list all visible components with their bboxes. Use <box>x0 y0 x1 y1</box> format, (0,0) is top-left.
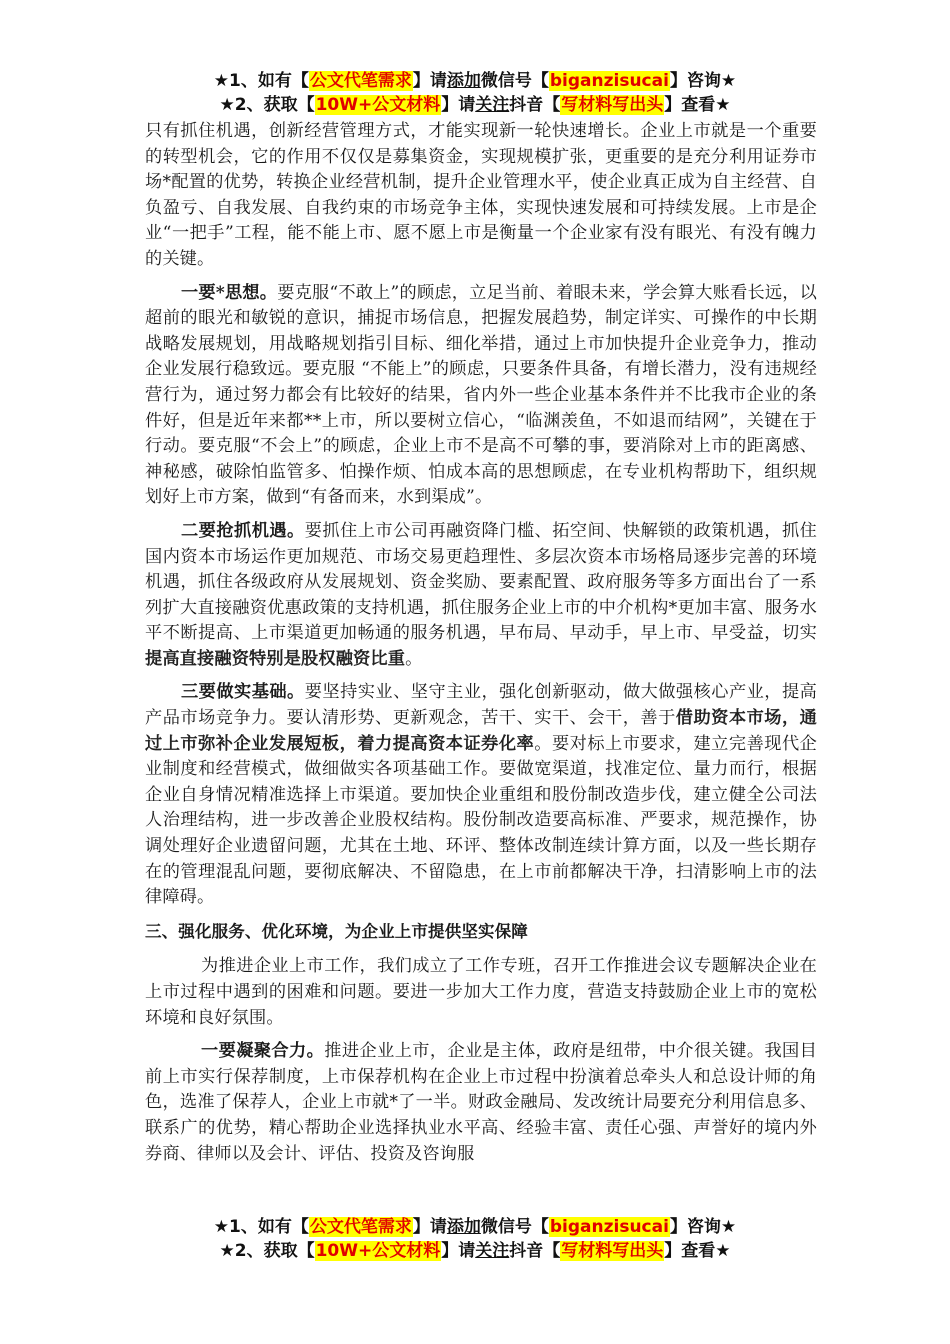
promo-text: ★2、获取【 <box>219 1241 315 1261</box>
paragraph-intro: 只有抓住机遇，创新经营管理方式，才能实现新一轮快速增长。企业上市就是一个重要的转型机会，它的作用不仅仅是募集资金，实现规模扩张，更重要的是充分利用证券市场*配置的优势，转换企业经营机制，提升企业管理水平，使企业真正成为自主经营、自负盈亏、自我发展、自我约束的市场竞争主体，实现快速发展和可持续发展。上市是企业“一把手”工程，能不能上市、愿不愿上市是衡量一个企业家有没有眼光、有没有魄力的关键。 <box>145 121 817 269</box>
paragraph-foundation <box>145 680 817 910</box>
promo-banner-top <box>0 70 950 118</box>
document-body <box>145 119 817 1175</box>
promo-text: 】请 <box>412 71 447 91</box>
promo-text: 】请 <box>412 1217 447 1237</box>
promo-text: 】咨询★ <box>669 1217 737 1237</box>
paragraph-text: 。要对标上市要求，建立完善现代企业制度和经营模式，做细做实各项基础工作。要做宽渠道，找准定位、量力而行，根据企业自身情况精准选择上市渠道。要加快企业重组和股份制改造步伐，建立健全公司法人治理结构，进一步改善企业股权结构。股份制改造要高标准、严要求，规范操作，协调处理好企业遗留问题，尤其在土地、环评、整体改制连续计算方面，以及一些长期存在的管理混乱问题，要彻底解决、不留隐患，在上市前都解决干净，扫清影响上市的法律障碍。 <box>145 733 817 908</box>
promo-wechat-id: biganzisucai <box>549 71 669 91</box>
promo-underlined: 关注 <box>475 95 510 115</box>
promo-text: 抖音【 <box>509 1241 561 1261</box>
paragraph-opportunity <box>145 519 817 673</box>
promo-underlined: 添加 <box>446 1217 481 1237</box>
promo-douyin-id: 写材料写出头 <box>561 1241 664 1261</box>
promo-text: 】请 <box>441 95 476 115</box>
section-heading: 三、强化服务、优化环境，为企业上市提供坚实保障 <box>145 921 528 941</box>
paragraph-text: 要坚持实业、坚守主业，强化创新驱动，做大做强核心产业，提高产品市场竞争力。要认清形势、更新观念，苦干、实干、会干，善于 <box>145 682 817 729</box>
promo-underlined: 关注 <box>475 1241 510 1261</box>
promo-line-2 <box>0 94 950 118</box>
paragraph-lead: 一要凝聚合力。 <box>201 1041 325 1062</box>
paragraph-emphasis: 提高直接融资特别是股权融资比重 <box>145 648 406 669</box>
promo-wechat-id: biganzisucai <box>549 1217 669 1237</box>
paragraph-service: 为推进企业上市工作，我们成立了工作专班，召开工作推进会议专题解决企业在上市过程中遇到的困难和问题。要进一步加大工作力度，营造支持鼓励企业上市的宽松环境和良好氛围。 <box>145 956 817 1028</box>
paragraph-lead: 二要抢抓机遇。 <box>181 520 305 541</box>
promo-line-1 <box>0 70 950 94</box>
promo-highlight: 公文代笔需求 <box>309 1217 412 1237</box>
promo-text: 】咨询★ <box>669 71 737 91</box>
paragraph-synergy <box>145 1039 817 1167</box>
paragraph-lead: 三要做实基础。 <box>181 682 305 703</box>
paragraph-thought <box>145 281 817 511</box>
promo-text: ★1、如有【 <box>213 71 309 91</box>
promo-highlight: 公文代笔需求 <box>309 71 412 91</box>
paragraph-lead: 一要*思想。 <box>181 282 278 303</box>
promo-line-2 <box>0 1240 950 1264</box>
promo-text: ★1、如有【 <box>213 1217 309 1237</box>
promo-banner-bottom <box>0 1216 950 1264</box>
paragraph-emphasis: 借助资本市场，通过上市弥补企业发展短板，着力提高资本证券化率 <box>145 708 817 754</box>
paragraph-text: 要抓住上市公司再融资降门槛、拓空间、快解锁的政策机遇，抓住国内资本市场运作更加规范、市场交易更趋理性、多层次资本市场格局逐步完善的环境机遇，抓住各级政府从发展规划、资金奖励、要素配置、政府服务等多方面出台了一系列扩大直接融资优惠政策的支持机遇，抓住服务企业上市的中介机构*更加丰富、服务水平不断提高、上市渠道更加畅通的服务机遇，早布局、早动手，早上市、早受益，切实 <box>145 520 817 644</box>
promo-text: ★2、获取【 <box>219 95 315 115</box>
paragraph-text: 推进企业上市，企业是主体，政府是纽带，中介很关键。我国目前上市实行保荐制度，上市保荐机构在企业上市过程中扮演着总牵头人和总设计师的角色，选准了保荐人，企业上市就*了一半。财政金融局、发改统计局要充分利用信息多、联系广的优势，精心帮助企业选择执业水平高、经验丰富、责任心强、声誉好的境内外券商、律师以及会计、评估、投资及咨询服 <box>145 1041 818 1164</box>
paragraph-text: 。 <box>405 648 423 669</box>
promo-douyin-id: 写材料写出头 <box>561 95 664 115</box>
promo-highlight: 10W+公文材料 <box>315 95 441 115</box>
paragraph-text: 要克服“不敢上”的顾虑，立足当前、着眼未来，学会算大账看长远，以超前的眼光和敏锐的意识，捕捉市场信息，把握发展趋势，制定详实、可操作的中长期战略发展规划，用战略规划指引目标、细化举措，通过上市加快提升企业竞争力，推动企业发展行稳致远。要克服 “不能上”的顾虑，只要条件具备，有增长潜力，没有违规经营行为，通过努力都会有比较好的结果，省内外一些企业基本条件并不比我市企业的条件好，但是近年来都**上市，所以要树立信心，“临渊羡鱼，不如退而结网”，关键在于行动。要克服“不会上”的顾虑，企业上市不是高不可攀的事，要消除对上市的距离感、神秘感，破除怕监管多、怕操作烦、怕成本高的思想顾虑，在专业机构帮助下，组织规划好上市方案，做到“有备而来，水到渠成”。 <box>145 282 817 508</box>
promo-line-1 <box>0 1216 950 1240</box>
promo-text: 】查看★ <box>664 1241 731 1261</box>
promo-highlight: 10W+公文材料 <box>315 1241 441 1261</box>
promo-underlined: 添加 <box>446 71 481 91</box>
promo-text: 】请 <box>441 1241 476 1261</box>
promo-text: 】查看★ <box>664 95 731 115</box>
promo-text: 微信号【 <box>480 1217 549 1237</box>
promo-text: 抖音【 <box>509 95 561 115</box>
promo-text: 微信号【 <box>480 71 549 91</box>
